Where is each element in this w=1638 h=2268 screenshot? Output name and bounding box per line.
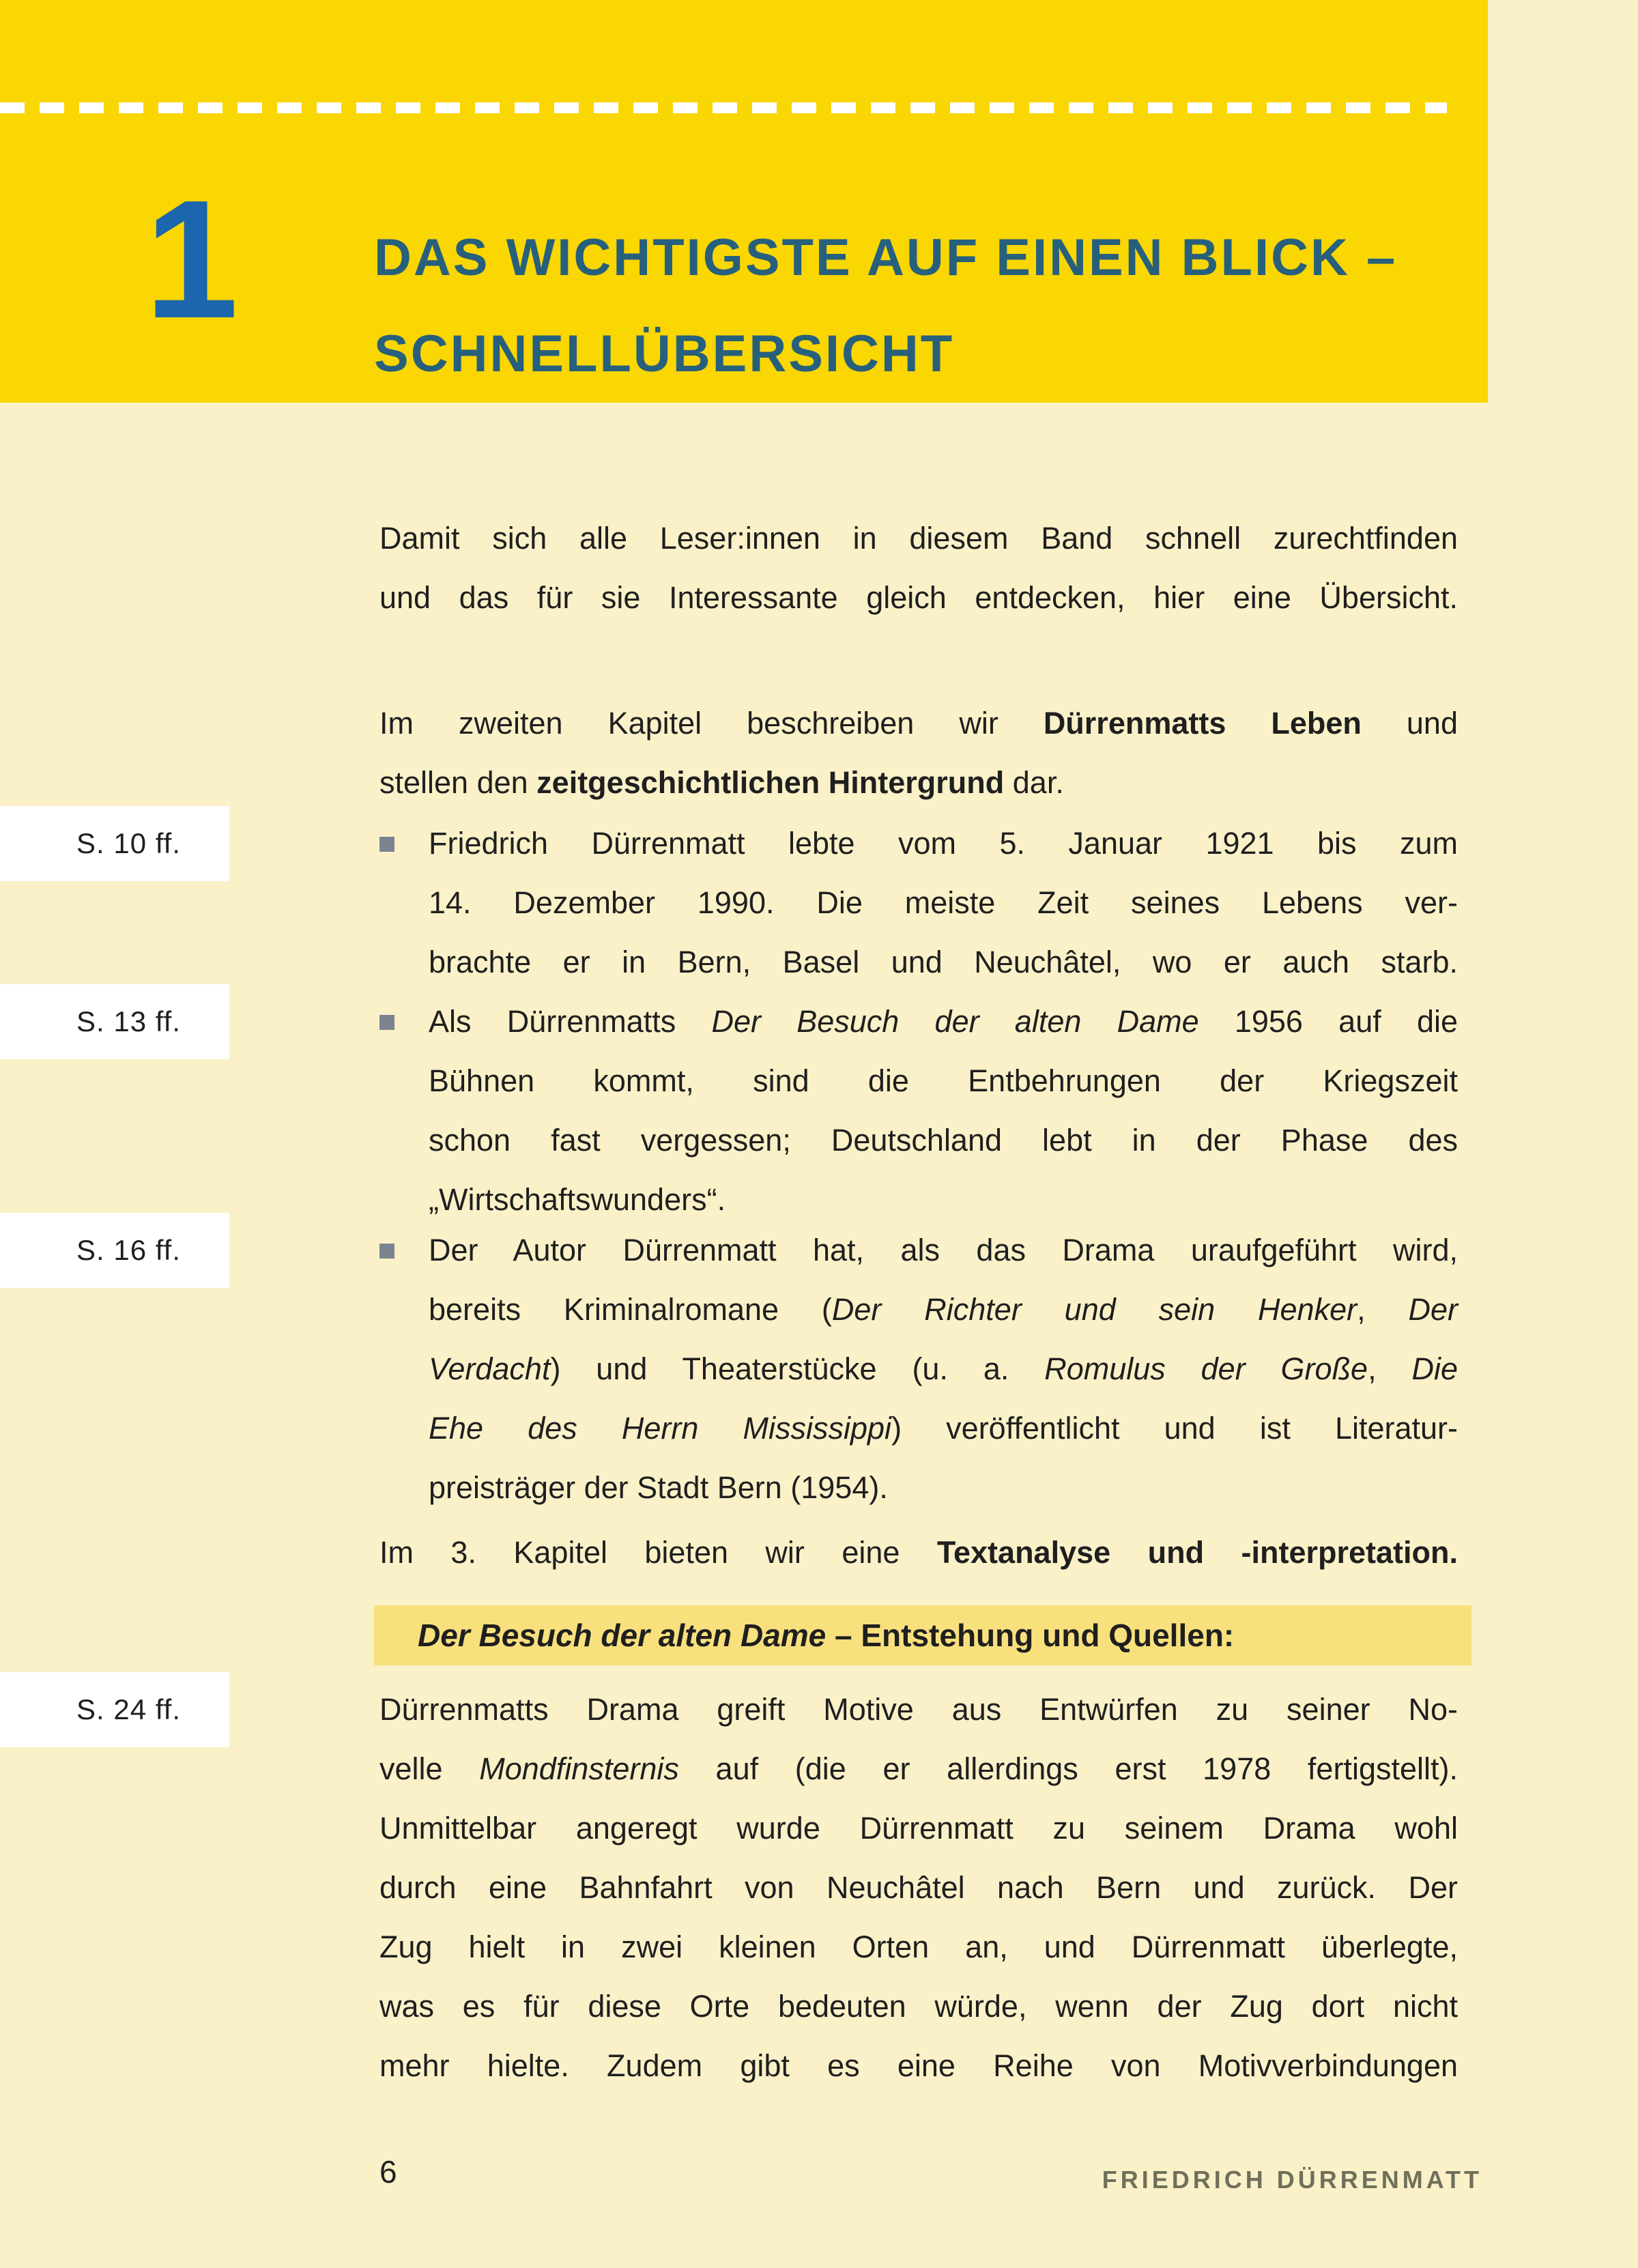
text-segment: Der Besuch der alten Dame: [711, 1004, 1199, 1039]
text-line: [379, 1532, 1458, 1574]
text-segment: durch eine Bahnfahrt von Neuchâtel nach Bern und zurück. Der: [379, 1870, 1458, 1905]
text-segment: Bühnen kommt, sind die Entbehrungen der Kriegszeit: [429, 1063, 1458, 1098]
page-title-line-2: SCHNELLÜBERSICHT: [374, 325, 955, 383]
text-line: [429, 1119, 1458, 1162]
margin-page-reference: [0, 1213, 229, 1288]
text-line: [379, 1867, 1458, 1909]
bullet-square-icon: [379, 1015, 394, 1030]
text-segment: preisträger der Stadt Bern (1954).: [429, 1470, 888, 1505]
text-segment: und: [1361, 706, 1458, 741]
margin-page-reference-label: S. 16 ff.: [76, 1234, 181, 1266]
text-line: [429, 1407, 1458, 1450]
bullet-square-icon: [379, 837, 394, 852]
text-segment: was es für diese Orte bedeuten würde, wenn der Zug dort nicht: [379, 1989, 1458, 2024]
text-segment: Damit sich alle Leser:innen in diesem Band schnell zurechtfinden: [379, 521, 1458, 556]
text-segment: Unmittelbar angeregt wurde Dürrenmatt zu seinem Drama wohl: [379, 1811, 1458, 1846]
text-segment: dar.: [1004, 765, 1064, 800]
text-line: [429, 1467, 1458, 1509]
text-line: [379, 517, 1458, 560]
text-line: [379, 1985, 1458, 2028]
margin-page-reference: [0, 806, 229, 881]
text-line: [379, 1807, 1458, 1850]
margin-page-reference: [0, 984, 229, 1059]
page-title-line-1: DAS WICHTIGSTE AUF EINEN BLICK –: [374, 229, 1398, 287]
text-line: [379, 1689, 1458, 1731]
text-segment: 14. Dezember 1990. Die meiste Zeit seines Lebens ver-: [429, 885, 1458, 920]
footer-page-number: 6: [379, 2154, 397, 2190]
text-line: [429, 1179, 1458, 1221]
text-segment: ,: [1357, 1292, 1409, 1327]
text-segment: Der Besuch der alten Dame: [418, 1618, 827, 1653]
text-segment: Der: [1408, 1292, 1458, 1327]
chapter-number: 1: [145, 165, 239, 354]
text-segment: Romulus der Große: [1044, 1351, 1368, 1386]
text-line: [429, 1060, 1458, 1102]
text-line: [429, 882, 1458, 924]
text-line: [429, 822, 1458, 865]
text-segment: mehr hielte. Zudem gibt es eine Reihe von Motivverbindungen: [379, 2048, 1458, 2083]
text-segment: zeitgeschichtlichen Hintergrund: [536, 765, 1005, 800]
text-line: [379, 762, 1458, 804]
text-segment: stellen den: [379, 765, 537, 800]
text-line: [429, 1001, 1458, 1043]
text-segment: ) und Theaterstücke (u. a.: [550, 1351, 1045, 1386]
text-segment: ) veröffentlicht und ist Literatur-: [891, 1411, 1459, 1446]
text-segment: Die: [1411, 1351, 1458, 1386]
text-segment: 1956 auf die: [1198, 1004, 1458, 1039]
text-segment: „Wirtschaftswunders“.: [429, 1182, 726, 1217]
bullet-square-icon: [379, 1244, 394, 1259]
text-segment: schon fast vergessen; Deutschland lebt in der Phase des: [429, 1123, 1458, 1158]
text-segment: Ehe des Herrn Mississippi: [429, 1411, 892, 1446]
margin-page-reference-label: S. 10 ff.: [76, 827, 181, 859]
text-segment: bereits Kriminalromane (: [429, 1292, 832, 1327]
footer-running-title: FRIEDRICH DÜRRENMATT: [1102, 2166, 1482, 2194]
text-line: [379, 702, 1458, 745]
text-segment: Friedrich Dürrenmatt lebte vom 5. Januar 1921 bis zum: [429, 826, 1458, 861]
text-segment: Als Dürrenmatts: [429, 1004, 712, 1039]
text-segment: Dürrenmatts Drama greift Motive aus Entwürfen zu seiner No-: [379, 1692, 1458, 1727]
text-line: [379, 1926, 1458, 1968]
text-segment: ,: [1368, 1351, 1412, 1386]
text-segment: – Entstehung und Quellen:: [826, 1618, 1235, 1653]
text-segment: auf (die er allerdings erst 1978 fertigstellt).: [678, 1751, 1458, 1786]
text-line: [429, 1348, 1458, 1390]
text-segment: Dürrenmatts Leben: [1043, 706, 1362, 741]
text-segment: Verdacht: [429, 1351, 551, 1386]
text-segment: Mondfinsternis: [479, 1751, 679, 1786]
text-line: [379, 2045, 1458, 2087]
margin-page-reference: [0, 1672, 229, 1747]
text-segment: Im zweiten Kapitel beschreiben wir: [379, 706, 1044, 741]
section-heading-highlight: [374, 1605, 1471, 1665]
text-segment: Zug hielt in zwei kleinen Orten an, und Dürrenmatt überlegte,: [379, 1929, 1458, 1964]
margin-page-reference-label: S. 13 ff.: [76, 1005, 181, 1037]
text-segment: Der Richter und sein Henker: [831, 1292, 1357, 1327]
margin-page-reference-label: S. 24 ff.: [76, 1693, 181, 1725]
text-segment: und das für sie Interessante gleich entdecken, hier eine Übersicht.: [379, 580, 1458, 615]
text-segment: Textanalyse und -interpretation.: [936, 1535, 1458, 1570]
text-line: [429, 1229, 1458, 1272]
text-line: [429, 941, 1458, 984]
text-segment: velle: [379, 1751, 480, 1786]
text-segment: Im 3. Kapitel bieten wir eine: [379, 1535, 937, 1570]
text-line: [379, 1748, 1458, 1790]
text-segment: brachte er in Bern, Basel und Neuchâtel, wo er auch starb.: [429, 945, 1458, 979]
text-segment: Der Autor Dürrenmatt hat, als das Drama uraufgeführt wird,: [429, 1233, 1458, 1267]
text-line: [379, 577, 1458, 619]
text-line: [429, 1289, 1458, 1331]
